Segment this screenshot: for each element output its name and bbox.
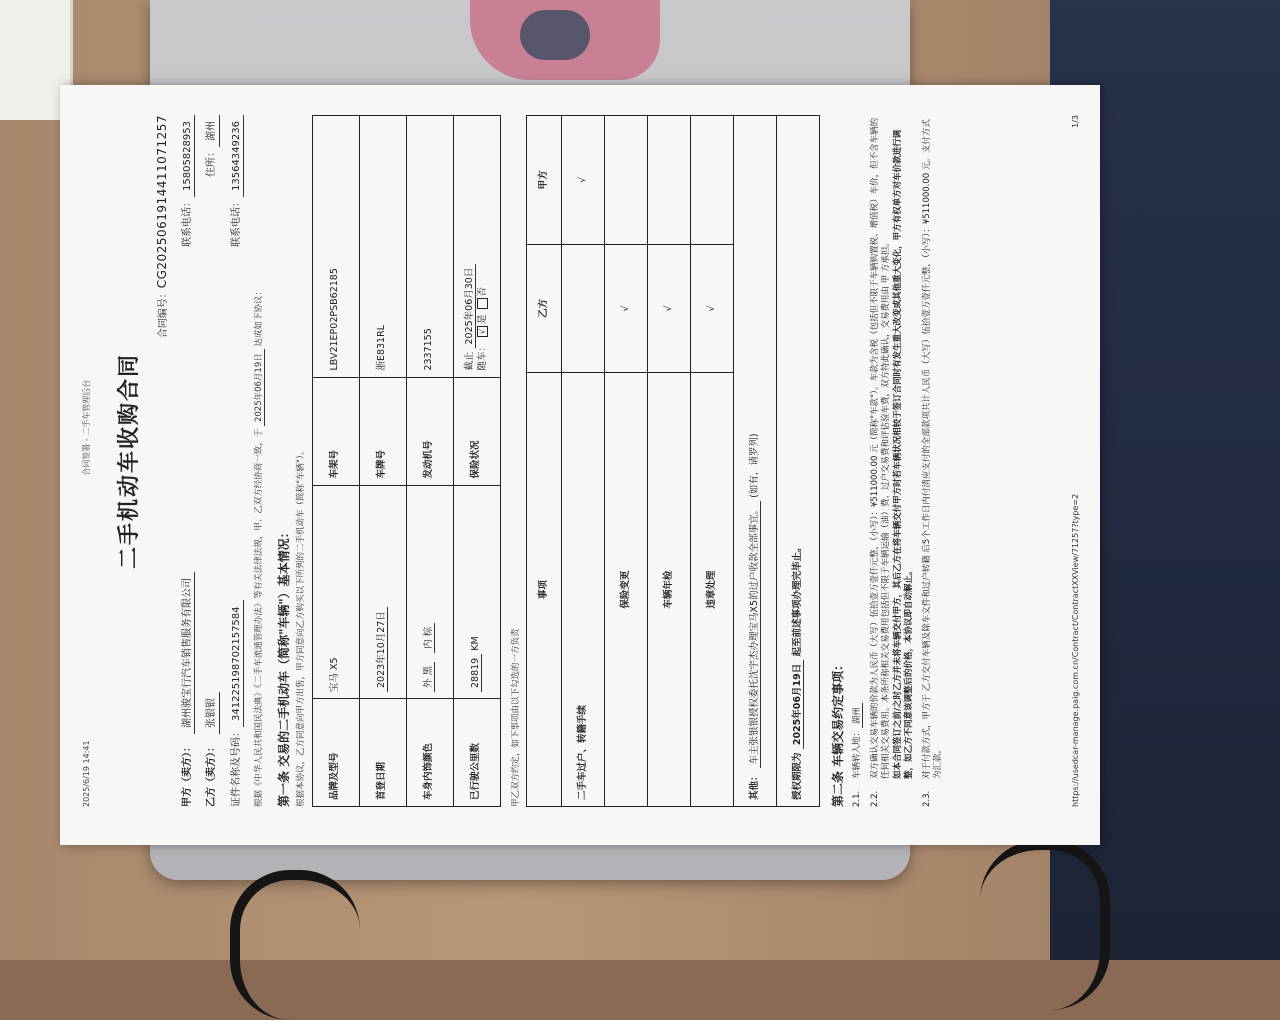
cable [230, 870, 360, 1020]
table-row: 授权期限为 2025年06月19日 起至前述事项办理完毕止。 [777, 116, 820, 807]
party-a-row: 甲方（卖方）： 湖州骏宝行汽车销售服务有限公司 联系电话： 15805828953 [181, 115, 196, 807]
article-2-title: 第二条 车辆交易约定事项： [831, 658, 846, 807]
responsibility-table [526, 115, 820, 807]
clause-2-1: 2.1. 车辆转入地：湖州 [852, 115, 863, 807]
party-b-name: 张银银 [205, 692, 220, 734]
checkbox-no [477, 298, 488, 309]
clause-2-3: 2.3. 对于付款方式，甲方于 乙方交付车辆及除车文件和过户转籍 后5个工作日内付清应支付的全部款项共计人民币（大写）伍拾壹万壹仟元整，（小写）：¥511000.00 元。支付方式为汇款。 [921, 119, 944, 807]
table-row: 车辆年检 √ [648, 116, 691, 807]
vehicle-info-table [312, 115, 501, 807]
checkbox-yes: √ [477, 326, 488, 337]
table-row: 违章处理 √ [691, 116, 734, 807]
table-row: 车身内饰颜色 外 黑 内 棕 发动机号 2337155 [406, 116, 453, 807]
party-b-phone: 13564349236 [230, 115, 245, 197]
party-b-row: 乙方（卖方）： 张银银 住所： 湖州 [205, 115, 220, 807]
document-title: 二手机动车收购合同 [116, 353, 142, 570]
footer-url: https://usedcar-manage.paig.com.cn/Contract/ContractXXView/71257?type=2 [1071, 493, 1081, 807]
party-b-id: 341225198702157584 [230, 600, 245, 727]
article-1-title: 第一条 交易的二手机动车（简称"车辆"）基本情况： [276, 526, 291, 807]
table-row: 其他： 车主张银银授权委托沈宇杰办理宝马X5的过户收款全部事宜。 (如有，请罗列) [734, 116, 777, 807]
party-b-address: 湖州 [205, 115, 220, 147]
responsibility-caption: 甲乙双方约定，如下事项由以下勾选的一方负责 [510, 628, 521, 807]
contract-number: 合同编号：CG2025061914411071257 [155, 115, 170, 339]
laptop-sticker-detail [520, 10, 590, 60]
table-row: 首登日期 2023年10月27日 车牌号 浙E831RL [359, 116, 406, 807]
table-row: 二手车过户、转籍手续 √ [562, 116, 605, 807]
table-row: 已行驶公里数 28819 KM 保险状况 截止 2025年06月30日 随车： √是 否 [453, 116, 500, 807]
party-a-phone: 15805828953 [181, 115, 196, 197]
print-header [82, 115, 93, 807]
preamble: 根据《中华人民共和国民法典》《二手车流通管理办法》等有关法律法规，甲、乙双方经协商一致，于 2025年06月19日 达成如下协议： [254, 287, 265, 807]
cable [980, 840, 1110, 1010]
clause-2-2: 2.2. 双方确认交易车辆的价款为人民币（大写）伍拾壹万壹仟元整，（小写）：¥511000.00 元（简称"车款"）。车款为含税（包括但不限于车辆购置税、增值税）车价，但不含车辆的任何相关交易费用。本条所称相关交易费用包括但不限于车辆运输（油）费、过户交易费和评估验车费，双方特此确认，交易费用由 甲 方承担。 如本合同签订之前/之时乙方并未将车辆交付甲方，其后乙方在将车辆交付甲方时若车辆状况相较于签订合同时有发生重大改变或其他重大变化，甲方有权单方对车价款进行调整，如乙方不同意该调整后的价格，本协议即自动解止。 [869, 117, 915, 807]
table-row: 保险变更 √ [605, 116, 648, 807]
print-system: 合同签署 - 二手车管理后台 [82, 379, 91, 476]
table-header-row: 事项 乙方 甲方 [527, 116, 562, 807]
print-datetime: 2025/6/19 14:41 [82, 740, 91, 807]
party-b-id-row: 证件名称及号码： 341225198702157584 联系电话： 13564349236 [230, 115, 245, 807]
article-1-intro: 根据本协议，乙方同意向甲方出售，甲方同意向乙方购买以下所列的二手机动车（简称"车辆"）。 [296, 446, 307, 807]
contract-document [60, 85, 1100, 845]
party-a-name: 湖州骏宝行汽车销售服务有限公司 [181, 572, 196, 734]
table-row: 品牌及型号 宝马 X5 车架号 LBV21EP02PSB62185 [312, 116, 359, 807]
page-number: 1/3 [1071, 115, 1081, 128]
print-footer [1071, 115, 1082, 807]
